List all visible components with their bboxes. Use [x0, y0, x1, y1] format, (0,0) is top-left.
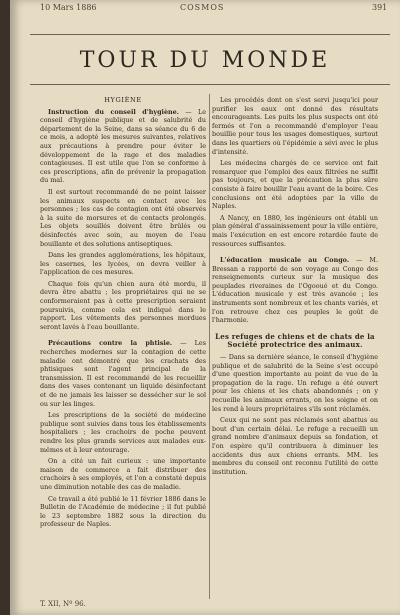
title-bottom-rule	[30, 84, 390, 85]
article-paragraph: Dans les grandes agglomérations, les hôpitaux, les casernes, les lycées, on devra veiller à l'application de ces mesures.	[40, 251, 206, 277]
article-paragraph: Les prescriptions de la société de médecine publique sont suivies dans tous les établissements hospitaliers ; les crachoirs de poche peuvent rendre les plus grands services aux malades eux-mêmes et à leur entourage.	[40, 411, 206, 454]
article-paragraph: On a cité un fait curieux : une importante maison de commerce a fait distribuer des crachoirs à ses employés, et l'on a constaté depuis une diminution notable des cas de maladie.	[40, 457, 206, 491]
running-head	[10, 2, 400, 16]
article-paragraph	[212, 256, 378, 325]
article-paragraph: Les médecins chargés de ce service ont fait remarquer que l'emploi des eaux filtrées ne suffit pas toujours, et que la précaution la plus sûre consiste à faire bouillir l'eau avant de la boire. Ces conclusions ont été adoptées par la ville de Naples.	[212, 159, 378, 211]
right-column	[212, 96, 378, 596]
article-paragraph: Ceux qui ne sont pas réclamés sont abattus au bout d'un certain délai. Le refuge a recueilli un grand nombre d'animaux depuis sa fondation, et l'on espère qu'il contribuera à diminuer les accidents dus aux chiens errants. MM. les membres du conseil ont reconnu l'utilité de cette institution.	[212, 416, 378, 476]
article-paragraph: Chaque fois qu'un chien aura été mordu, il devra être abattu ; les propriétaires qui ne se conformeraient pas à cette prescription seraient poursuivis, comme cela est indiqué dans le rapport. Les vêtements des personnes mordues seront lavés à l'eau bouillante.	[40, 279, 206, 331]
article-lead: Instruction du conseil d'hygiène.	[48, 107, 179, 116]
left-column	[40, 96, 206, 596]
hygiene-heading: HYGIÈNE	[104, 96, 142, 104]
article-paragraph: Les procédés dont on s'est servi jusqu'ici pour purifier les eaux ont donné des résultats encourageants. Les puits les plus suspects ont été fermés et l'on a recommandé d'employer l'eau bouillie pour tous les usages domestiques, surtout dans les quartiers où l'épidémie a sévi avec le plus d'intensité.	[212, 96, 378, 156]
volume-folio: T. XII, Nº 96.	[40, 600, 86, 608]
article-text: — Le conseil d'hygiène publique et de salubrité du département de la Seine, dans sa séance du 6 de ce mois, a adopté les mesures suivantes, relatives aux précautions à prendre pour éviter le développement de la rage et des maladies contagieuses. Il est utile que l'on se conforme à ces prescriptions, afin de prévenir la propagation du mal.	[40, 107, 206, 185]
article-paragraph	[40, 108, 206, 185]
article-paragraph: A Nancy, en 1880, les ingénieurs ont établi un plan général d'assainissement pour la ville entière, mais l'exécution en est encore retardée faute de ressources suffisantes.	[212, 213, 378, 248]
article-paragraph: Ce travail a été publié le 11 février 1886 dans le Bulletin de l'Académie de médecine ; il fut publié le 23 septembre 1882 sous la direction du professeur de Naples.	[40, 494, 206, 529]
article-paragraph: Il est surtout recommandé de ne point laisser les animaux suspects en contact avec les personnes ; les cas de contagion ont été observés à la suite de morsures et de contacts prolongés. Les objets souillés doivent être brûlés ou désinfectés avec soin, au moyen de l'eau bouillante et des solutions antiseptiques.	[40, 187, 206, 248]
issue-date: 10 Mars 1886	[40, 3, 97, 12]
journal-name: COSMOS	[180, 3, 225, 12]
column-divider	[209, 94, 210, 599]
article-paragraph	[40, 339, 206, 408]
page-number: 391	[372, 3, 388, 12]
article-text: — M. Bressan a rapporté de son voyage au Congo des renseignements curieux sur la musique des peuplades riveraines de l'Ogooué et du Congo. L'éducation musicale y est très avancée ; les instruments sont nombreux et les chants variés, et l'on retrouve chez ces peuples le goût de l'harmonie.	[212, 256, 378, 325]
article-paragraph: — Dans sa dernière séance, le conseil d'hygiène publique et de salubrité de la Seine s'est occupé d'une question importante au point de vue de la propagation de la rage. Un refuge a été ouvert pour les chiens et les chats abandonnés ; on y recueille les animaux errants, on les soigne et on les rend à leurs propriétaires s'ils sont réclamés.	[212, 353, 378, 413]
article-lead: Précautions contre la phtisie.	[48, 339, 173, 348]
article-text: — Les recherches modernes sur la contagion de cette maladie ont démontré que les crachats des phtisiques sont l'agent principal de la transmission. Il est recommandé de les recueillir dans des vases contenant un liquide désinfectant et de ne jamais les laisser se dessécher sur le sol ou sur les linges.	[40, 339, 206, 408]
title-top-rule	[30, 34, 390, 35]
article-lead: L'éducation musicale au Congo.	[220, 256, 350, 265]
refuges-heading: Les refuges de chiens et de chats de la Société protectrice des animaux.	[215, 331, 375, 350]
scanned-page	[10, 0, 400, 615]
section-title: TOUR DU MONDE	[79, 48, 331, 73]
